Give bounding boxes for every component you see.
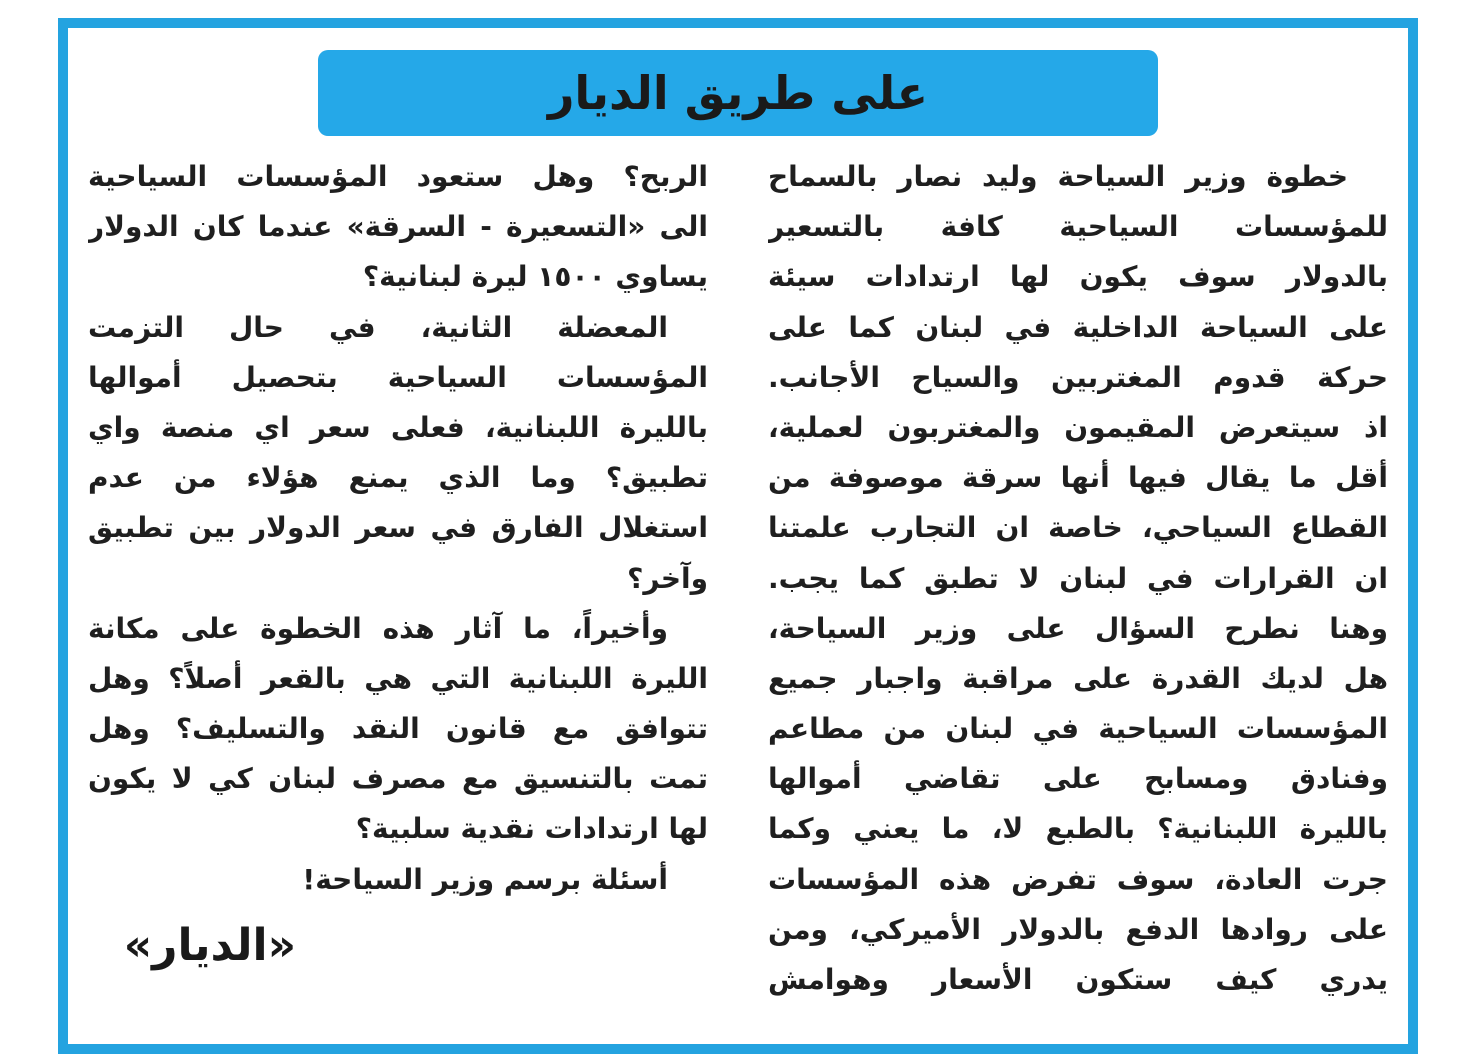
paragraph-line: وأخيراً، ما آثار هذه الخطوة على مكانة — [88, 611, 668, 645]
paragraph-line: استغلال الفارق في سعر الدولار بين تطبيق — [88, 511, 708, 545]
paragraph-line: تتوافق مع قانون النقد والتسليف؟ وهل — [88, 712, 708, 746]
signature: «الديار» — [123, 920, 296, 971]
paragraph-line: المؤسسات السياحية في لبنان من مطاعم — [768, 712, 1388, 746]
paragraph-line: يساوي ١٥٠٠ ليرة لبنانية؟ — [362, 260, 708, 294]
title-banner — [318, 50, 1158, 136]
paragraph-line: ان القرارات في لبنان لا تطبق كما يجب. — [768, 561, 1388, 595]
paragraph-line: الربح؟ وهل ستعود المؤسسات السياحية — [88, 160, 708, 193]
page-title: على طريق الديار — [547, 66, 929, 120]
article-column-left — [88, 152, 708, 905]
paragraph-line: بالليرة اللبنانية؟ بالطبع لا، ما يعني وكما — [768, 812, 1388, 846]
paragraph-line: وهنا نطرح السؤال على وزير السياحة، — [768, 611, 1388, 645]
paragraph-line: جرت العادة، سوف تفرض هذه المؤسسات — [768, 862, 1388, 896]
paragraph-line: خطوة وزير السياحة وليد نصار بالسماح — [768, 160, 1348, 193]
paragraph-line: الى «التسعيرة - السرقة» عندما كان الدولار — [88, 210, 708, 244]
paragraph-line: القطاع السياحي، خاصة ان التجارب علمتنا — [768, 511, 1388, 545]
paragraph-line: أسئلة برسم وزير السياحة! — [302, 862, 668, 896]
paragraph-line: على روادها الدفع بالدولار الأميركي، ومن — [768, 912, 1388, 946]
paragraph-line: على السياحة الداخلية في لبنان كما على — [768, 310, 1388, 344]
paragraph-line: بالليرة اللبنانية، فعلى سعر اي منصة واي — [88, 410, 708, 444]
paragraph-line: يدري كيف ستكون الأسعار وهوامش — [768, 963, 1388, 996]
paragraph-line: وآخر؟ — [627, 561, 708, 595]
paragraph-line: تطبيق؟ وما الذي يمنع هؤلاء من عدم — [88, 461, 708, 495]
paragraph-line: المؤسسات السياحية بتحصيل أموالها — [88, 360, 708, 394]
paragraph-line: حركة قدوم المغتربين والسياح الأجانب. — [768, 360, 1388, 394]
paragraph-line: تمت بالتنسيق مع مصرف لبنان كي لا يكون — [88, 762, 708, 796]
paragraph-line: للمؤسسات السياحية كافة بالتسعير — [768, 210, 1388, 244]
paragraph-line: بالدولار سوف يكون لها ارتدادات سيئة — [768, 260, 1388, 294]
article-column-right — [768, 152, 1388, 1005]
paragraph-line: اذ سيتعرض المقيمون والمغتربون لعملية، — [768, 410, 1388, 444]
paragraph-line: المعضلة الثانية، في حال التزمت — [88, 310, 668, 344]
paragraph-line: لها ارتدادات نقدية سلبية؟ — [355, 812, 708, 846]
paragraph-line: هل لديك القدرة على مراقبة واجبار جميع — [768, 661, 1388, 695]
paragraph-line: الليرة اللبنانية التي هي بالقعر أصلاً؟ وهل — [88, 661, 708, 695]
paragraph-line: وفنادق ومسابح على تقاضي أموالها — [768, 762, 1388, 796]
paragraph-line: أقل ما يقال فيها أنها سرقة موصوفة من — [768, 461, 1388, 495]
